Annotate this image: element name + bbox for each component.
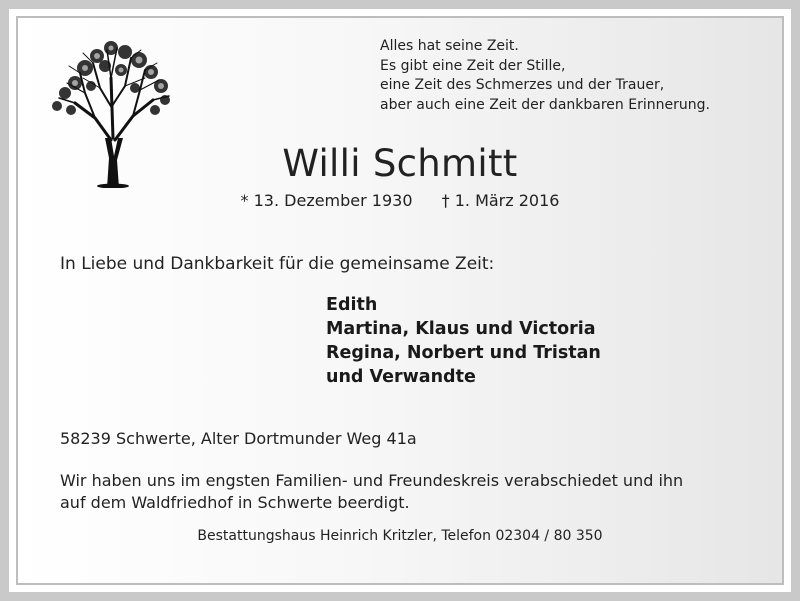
family-member: Martina, Klaus und Victoria <box>326 319 596 339</box>
notice-line: Wir haben uns im engsten Familien- und Freundeskreis verabschiedet und ihn <box>60 471 684 490</box>
quote-line: Es gibt eine Zeit der Stille, <box>380 57 566 74</box>
quote-line: aber auch eine Zeit der dankbaren Erinnerung. <box>380 96 710 113</box>
funeral-home: Bestattungshaus Heinrich Kritzler, Telefon 02304 / 80 350 <box>197 528 603 544</box>
family-list <box>326 293 601 389</box>
notice-line: auf dem Waldfriedhof in Schwerte beerdigt. <box>60 493 410 512</box>
quote-block <box>380 37 710 115</box>
family-member: und Verwandte <box>326 367 476 387</box>
family-member: Regina, Norbert und Tristan <box>326 343 601 363</box>
life-dates <box>0 191 800 210</box>
thanks-line: In Liebe und Dankbarkeit für die gemeinsame Zeit: <box>60 254 495 274</box>
birth-date: * 13. Dezember 1930 <box>240 191 413 210</box>
death-date: † 1. März 2016 <box>441 191 560 210</box>
family-member: Edith <box>326 295 378 315</box>
deceased-name: Willi Schmitt <box>282 142 518 185</box>
funeral-notice <box>60 470 683 514</box>
quote-line: Alles hat seine Zeit. <box>380 38 519 54</box>
address: 58239 Schwerte, Alter Dortmunder Weg 41a <box>60 429 417 448</box>
quote-line: eine Zeit des Schmerzes und der Trauer, <box>380 77 665 93</box>
